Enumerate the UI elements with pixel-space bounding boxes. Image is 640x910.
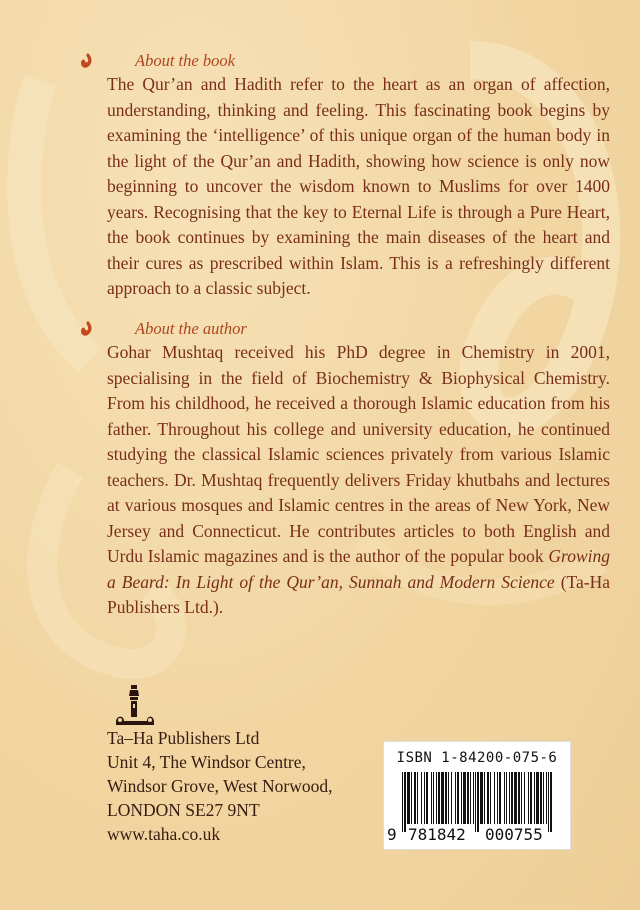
ornament-icon <box>79 52 95 70</box>
isbn-label: ISBN 1-84200-075-6 <box>396 750 558 766</box>
author-text-start: Gohar Mushtaq received his PhD degree in Chemistry in 2001, specialising in the field of Biochemistry & Biophysical Chemistry. From his childhood, he received a thorough Islamic education from his father. Throughout his college and university education, he continued studying the classical Islamic sciences privately from various Islamic teachers. Dr. Mushtaq frequently delivers Friday khutbahs and lectures at various mosques and Islamic centres in the areas of New York, New Jersey and Connecticut. He contributes articles to both English and Urdu Islamic magazines and is the author of the popular book <box>107 342 610 566</box>
barcode-bar <box>477 772 479 832</box>
barcode-bar <box>487 772 489 824</box>
barcode-bar <box>534 772 535 824</box>
address-line-2: Windsor Grove, West Norwood, <box>107 776 333 796</box>
barcode-bar <box>511 772 513 824</box>
about-author-heading: About the author <box>135 319 247 338</box>
barcode-bar <box>404 772 406 832</box>
barcode-bar <box>402 772 403 832</box>
barcode-bar <box>494 772 495 824</box>
barcode-bar <box>530 772 532 824</box>
barcode-bar <box>451 772 452 824</box>
barcode-bar <box>455 772 456 824</box>
isbn-barcode <box>383 741 571 850</box>
barcode-bar <box>499 772 501 824</box>
barcode-bar <box>536 772 539 824</box>
barcode-bar <box>441 772 444 824</box>
barcode-bar <box>497 772 498 824</box>
barcode-bar <box>436 772 437 824</box>
author-text-end: (Ta-Ha Publishers Ltd.). <box>107 571 610 617</box>
barcode-bar <box>480 772 483 824</box>
about-book-section <box>107 50 610 302</box>
barcode-bars <box>400 772 556 832</box>
address-line-1: Unit 4, The Windsor Centre, <box>107 752 306 772</box>
barcode-bar <box>407 772 410 824</box>
barcode-bar <box>550 772 552 832</box>
barcode-bar <box>438 772 440 824</box>
address-line-3: LONDON SE27 9NT <box>107 800 260 820</box>
barcode-bar <box>463 772 466 824</box>
about-book-text: The Qur’an and Hadith refer to the heart as an organ of affection, understanding, thinking and feeling. This fascinating book begins by examining the ‘intelligence’ of this unique organ of the human body in the light of the Qur’an and Hadith, showing how science is only now beginning to uncover the wisdom known to Muslims for over 1400 years. Recognising that the key to Eternal Life is through a Pure Heart, the book continues by examining the main diseases of the heart and their cures as prescribed within Islam. This is a refreshingly different approach to a classic subject. <box>107 74 610 298</box>
publisher-address <box>107 726 367 846</box>
barcode-digits <box>384 825 570 845</box>
barcode-bar <box>518 772 520 824</box>
barcode-bar <box>433 772 434 824</box>
barcode-bar <box>546 772 547 824</box>
barcode-bar <box>414 772 416 824</box>
publisher-name: Ta–Ha Publishers Ltd <box>107 728 260 748</box>
barcode-bar <box>457 772 459 824</box>
barcode-bar <box>524 772 525 824</box>
barcode-digit-first: 9 <box>387 825 397 844</box>
barcode-bar <box>548 772 549 832</box>
barcode-bar <box>421 772 422 824</box>
barcode-bar <box>490 772 491 824</box>
barcode-bar <box>411 772 412 824</box>
barcode-bar <box>475 772 476 832</box>
barcode-bar <box>543 772 544 824</box>
barcode-bar <box>514 772 517 824</box>
barcode-bar <box>528 772 529 824</box>
barcode-bar <box>424 772 425 824</box>
about-book-heading: About the book <box>135 51 235 70</box>
barcode-digits-right: 000755 <box>485 825 543 844</box>
barcode-bar <box>448 772 449 824</box>
barcode-bar <box>467 772 469 824</box>
ornament-icon <box>79 320 95 338</box>
barcode-bar <box>506 772 507 824</box>
book-title: Growing a Beard: In Light of the Qur’an, Sunnah and Modern Science <box>107 546 610 592</box>
about-author-section <box>107 318 610 621</box>
publisher-logo-icon <box>112 682 158 728</box>
barcode-bar <box>470 772 471 824</box>
barcode-bar <box>504 772 505 824</box>
barcode-bar <box>445 772 447 824</box>
publisher-website: www.taha.co.uk <box>107 824 221 844</box>
barcode-bar <box>426 772 428 824</box>
barcode-bar <box>540 772 542 824</box>
barcode-bar <box>461 772 462 824</box>
barcode-bar <box>431 772 432 824</box>
about-author-text <box>107 340 610 621</box>
barcode-bar <box>521 772 522 824</box>
barcode-digits-left: 781842 <box>408 825 466 844</box>
barcode-bar <box>509 772 510 824</box>
barcode-bar <box>417 772 418 824</box>
barcode-bar <box>473 772 474 824</box>
barcode-bar <box>484 772 485 824</box>
